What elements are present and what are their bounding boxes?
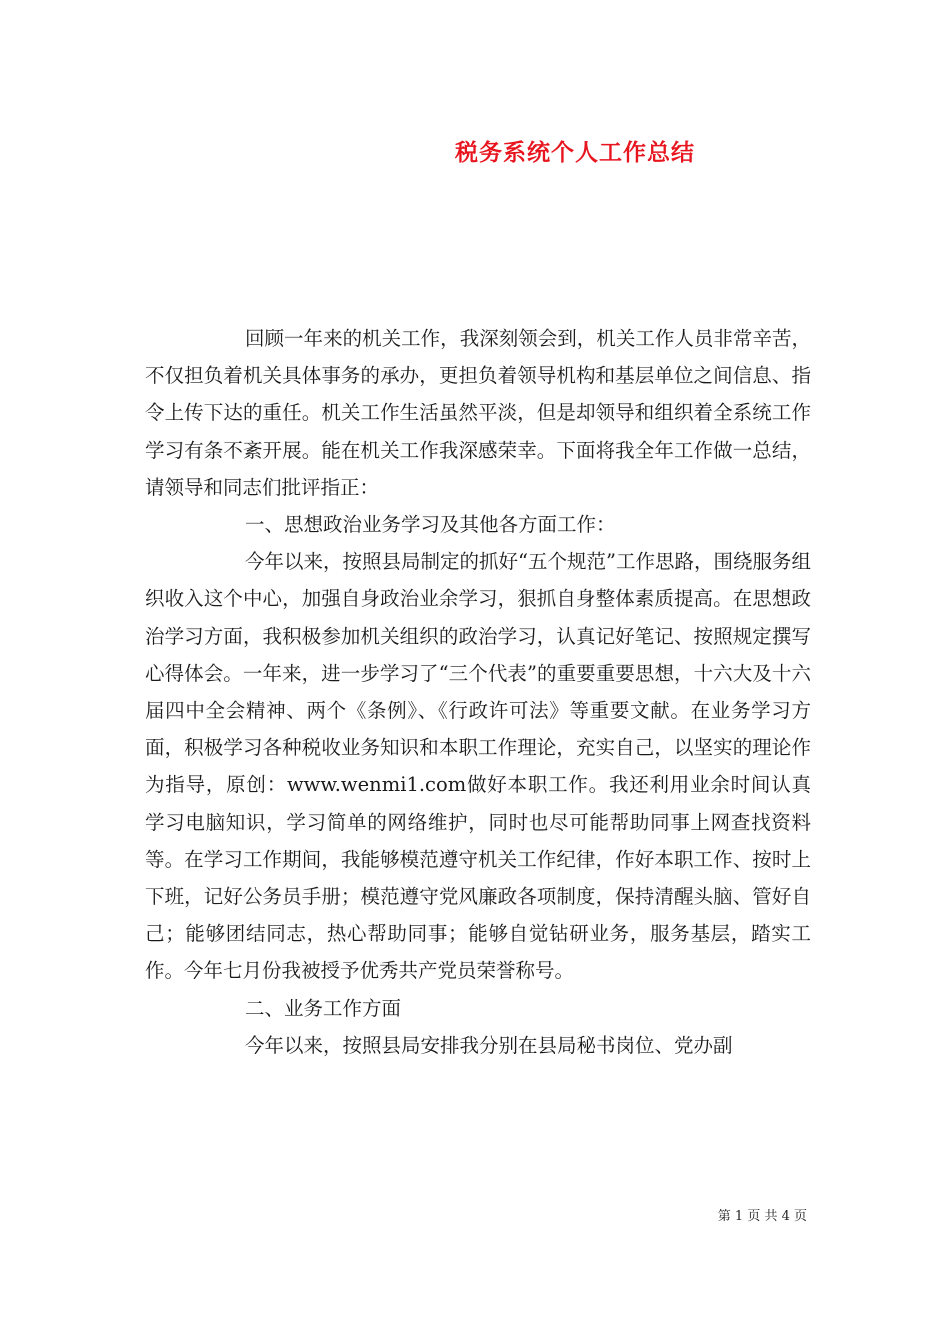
section-heading-1: 一、思想政治业务学习及其他各方面工作：: [245, 513, 616, 537]
document-body: [145, 320, 811, 1064]
paragraph-intro: 回顾一年来的机关工作，我深刻领会到，机关工作人员非常辛苦，不仅担负着机关具体事务的承办，更担负着领导机构和基层单位之间信息、指令上传下达的重任。机关工作生活虽然平淡，但是却领导和组织着全系统工作学习有条不紊开展。能在机关工作我深感荣幸。下面将我全年工作做一总结，请领导和同志们批评指正：: [145, 327, 811, 499]
paragraph-study: 今年以来，按照县局制定的抓好“五个规范”工作思路，围绕服务组织收入这个中心，加强自身政治业余学习，狠抓自身整体素质提高。在思想政治学习方面，我积极参加机关组织的政治学习，认真记好笔记、按照规定撰写心得体会。一年来，进一步学习了“三个代表”的重要重要思想，十六大及十六届四中全会精神、两个《条例》、《行政许可法》等重要文献。在业务学习方面，积极学习各种税收业务知识和本职工作理论，充实自己，以坚实的理论作为指导，原创：www.wenmi1.com做好本职工作。我还利用业余时间认真学习电脑知识，学习简单的网络维护，同时也尽可能帮助同事上网查找资料等。在学习工作期间，我能够模范遵守机关工作纪律，作好本职工作、按时上下班，记好公务员手册；模范遵守党风廉政各项制度，保持清醒头脑、管好自己；能够团结同志，热心帮助同事；能够自觉钻研业务，服务基层，踏实工作。今年七月份我被授予优秀共产党员荣誉称号。: [145, 550, 811, 983]
paragraph-business: 今年以来，按照县局安排我分别在县局秘书岗位、党办副: [245, 1033, 733, 1057]
section-heading-2: 二、业务工作方面: [245, 996, 402, 1020]
page-number-footer: 第 1 页 共 4 页: [717, 1209, 807, 1224]
page-title: 税务系统个人工作总结: [455, 139, 695, 166]
